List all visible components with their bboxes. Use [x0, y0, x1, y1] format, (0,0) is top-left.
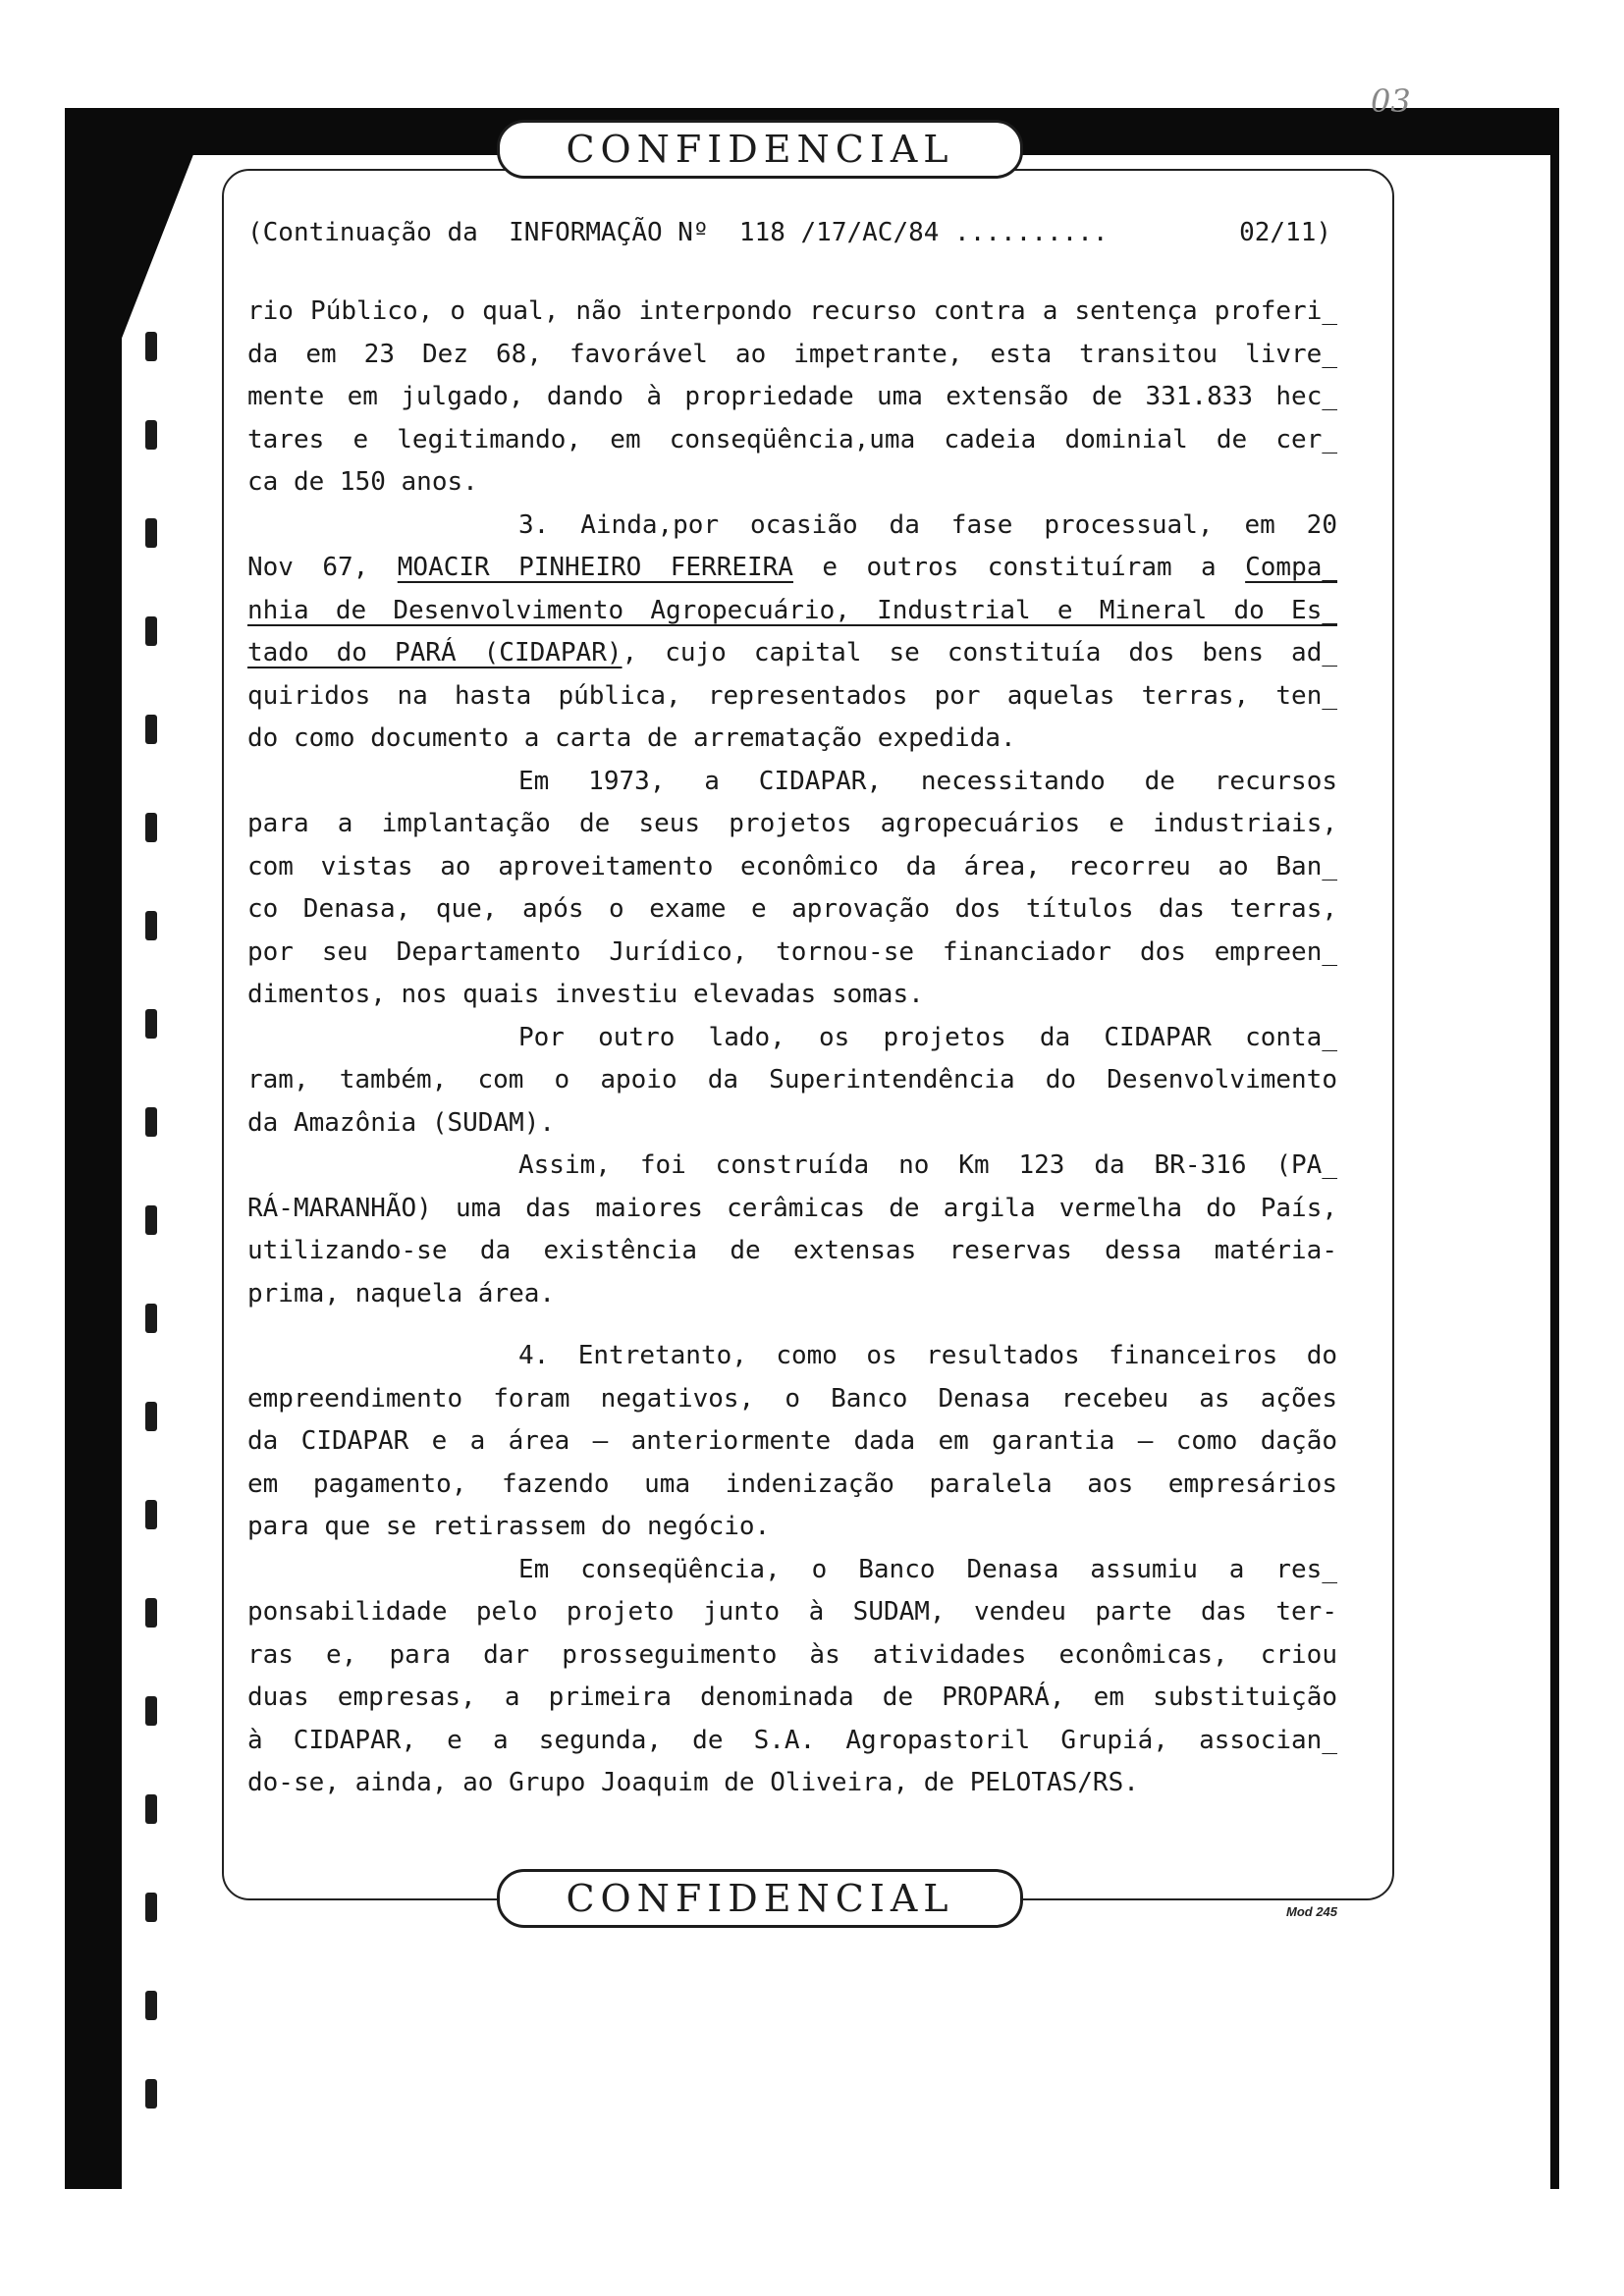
- binder-hole: [145, 616, 157, 646]
- underlined-company: nhia de Desenvolvimento Agropecuário, Industrial e Mineral do Es_: [247, 595, 1337, 625]
- underlined-company: Compa_: [1245, 553, 1338, 582]
- continuation-header: [247, 218, 1331, 247]
- text-line: quiridos na hasta pública, representados por aquelas terras, ten_: [247, 680, 1337, 711]
- binder-hole: [145, 332, 157, 361]
- text-line: 3. Ainda,por ocasião da fase processual, em 20: [518, 509, 1337, 540]
- binder-hole: [145, 715, 157, 744]
- text-line: mente em julgado, dando à propriedade uma extensão de 331.833 hec_: [247, 382, 1337, 411]
- text-line: [247, 547, 1337, 590]
- binder-hole: [145, 420, 157, 450]
- text-segment: e outros constituíram a: [822, 553, 1217, 582]
- binder-hole: [145, 1598, 157, 1628]
- binder-hole: [145, 1009, 157, 1039]
- text-line: em pagamento, fazendo uma indenização paralela aos empresários: [247, 1468, 1337, 1499]
- text-line: [247, 590, 1337, 633]
- binder-hole: [145, 1991, 157, 2020]
- text-line: prima, naquela área.: [247, 1278, 556, 1308]
- text-line: Em 1973, a CIDAPAR, necessitando de recursos: [518, 766, 1337, 796]
- text-line: do-se, ainda, ao Grupo Joaquim de Oliveira, de PELOTAS/RS.: [247, 1768, 1139, 1797]
- text-line: co Denasa, que, após o exame e aprovação dos títulos das terras,: [247, 894, 1337, 924]
- text-line: ponsabilidade pelo projeto junto à SUDAM, vendeu parte das ter-: [247, 1597, 1337, 1627]
- text-line: tares e legitimando, em conseqüência,uma cadeia dominial de cer_: [247, 424, 1337, 454]
- confidential-stamp-top: CONFIDENCIAL: [497, 120, 1023, 179]
- text-line: Por outro lado, os projetos da CIDAPAR conta_: [518, 1022, 1337, 1052]
- header-page-count: 02/11): [1239, 218, 1331, 247]
- text-line: por seu Departamento Jurídico, tornou-se financiador dos empreen_: [247, 936, 1337, 967]
- text-line: da em 23 Dez 68, favorável ao impetrante, esta transitou livre_: [247, 339, 1337, 369]
- confidential-stamp-bottom: CONFIDENCIAL: [497, 1869, 1023, 1928]
- text-line: ram, também, com o apoio da Superintendência do Desenvolvimento: [247, 1065, 1337, 1095]
- handwritten-page-number: 03: [1371, 82, 1411, 120]
- text-line: utilizando-se da existência de extensas reservas dessa matéria-: [247, 1236, 1337, 1265]
- binder-holes: [122, 155, 181, 2189]
- text-line: para que se retirassem do negócio.: [247, 1512, 771, 1541]
- text-line: ca de 150 anos.: [247, 467, 478, 497]
- text-line: 4. Entretanto, como os resultados financeiros do: [518, 1341, 1337, 1370]
- text-line: dimentos, nos quais investiu elevadas somas.: [247, 980, 924, 1009]
- text-line: ras e, para dar prosseguimento às atividades econômicas, criou: [247, 1639, 1337, 1670]
- binder-hole: [145, 1696, 157, 1726]
- text-line: [247, 632, 1337, 675]
- header-reference: (Continuação da INFORMAÇÃO Nº 118 /17/AC/84 ..........: [247, 218, 1109, 247]
- text-line: empreendimento foram negativos, o Banco Denasa recebeu as ações: [247, 1383, 1337, 1414]
- text-line: da Amazônia (SUDAM).: [247, 1107, 556, 1138]
- text-segment: Nov 67,: [247, 553, 369, 582]
- underlined-company: tado do PARÁ (CIDAPAR): [247, 638, 623, 667]
- binder-hole: [145, 518, 157, 548]
- binder-hole: [145, 1893, 157, 1922]
- underlined-name: MOACIR PINHEIRO FERREIRA: [397, 553, 793, 582]
- binder-hole: [145, 911, 157, 940]
- form-code: Mod 245: [1286, 1904, 1338, 1919]
- binder-hole: [145, 813, 157, 842]
- binder-hole: [145, 1205, 157, 1235]
- text-line: à CIDAPAR, e a segunda, de S.A. Agropastoril Grupiá, associan_: [247, 1725, 1337, 1755]
- text-line: Em conseqüência, o Banco Denasa assumiu a res_: [518, 1554, 1337, 1584]
- binder-hole: [145, 1402, 157, 1431]
- text-line: da CIDAPAR e a área — anteriormente dada em garantia — como dação: [247, 1426, 1337, 1456]
- binder-hole: [145, 1500, 157, 1529]
- text-line: para a implantação de seus projetos agropecuários e industriais,: [247, 809, 1337, 838]
- text-line: rio Público, o qual, não interpondo recurso contra a sentença proferi_: [247, 296, 1337, 326]
- text-line: com vistas ao aproveitamento econômico da área, recorreu ao Ban_: [247, 851, 1337, 881]
- binder-hole: [145, 1794, 157, 1824]
- binder-hole: [145, 2079, 157, 2109]
- text-line: RÁ-MARANHÃO) uma das maiores cerâmicas de argila vermelha do País,: [247, 1193, 1337, 1223]
- binder-hole: [145, 1107, 157, 1137]
- text-line: duas empresas, a primeira denominada de PROPARÁ, em substituição: [247, 1682, 1337, 1712]
- document-body: [247, 291, 1337, 1805]
- text-segment: , cujo capital se constituía dos bens ad_: [622, 638, 1337, 667]
- text-line: do como documento a carta de arrematação expedida.: [247, 723, 1016, 753]
- text-line: Assim, foi construída no Km 123 da BR-316 (PA_: [518, 1150, 1337, 1180]
- binder-hole: [145, 1304, 157, 1333]
